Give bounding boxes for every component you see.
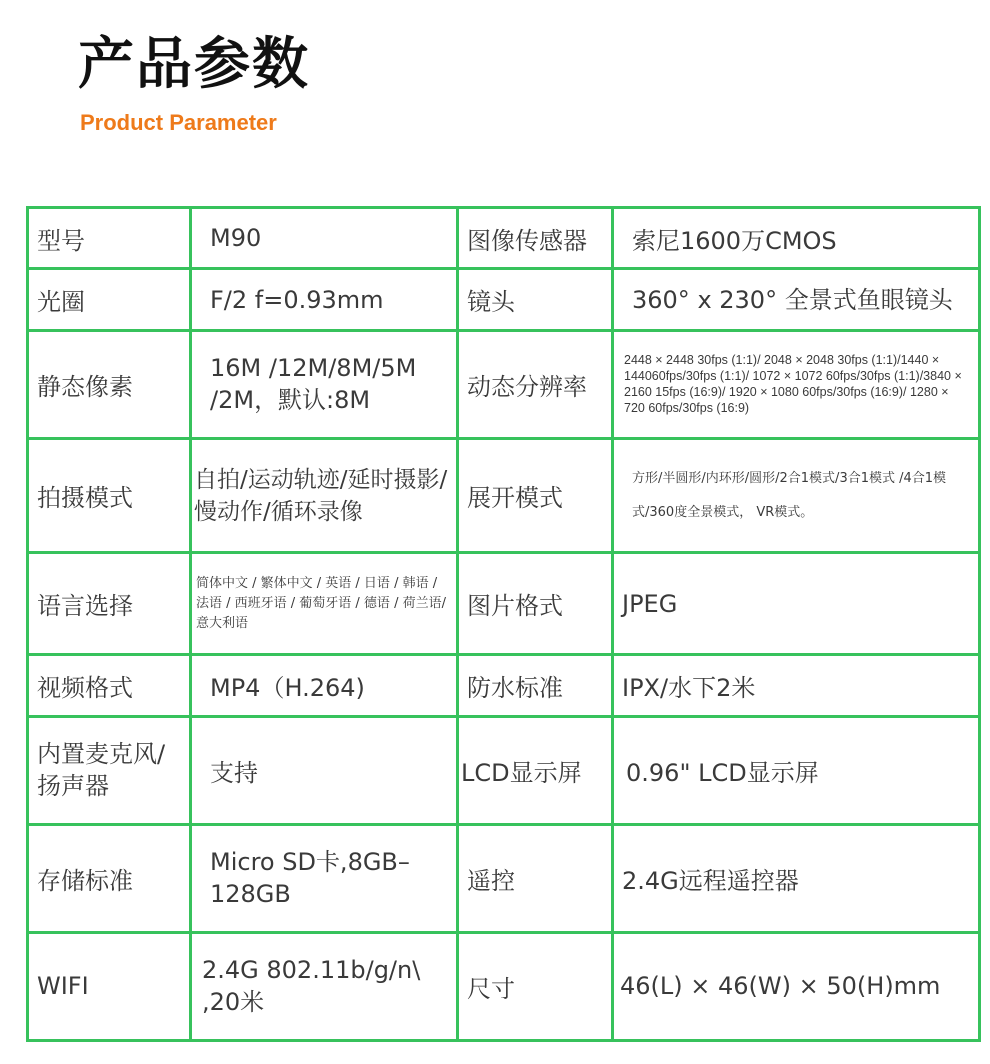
spec-label-photo-resolution: 静态像素 bbox=[28, 330, 191, 438]
spec-label-model: 型号 bbox=[28, 208, 191, 269]
spec-label-image-format: 图片格式 bbox=[458, 553, 613, 655]
spec-label-wifi: WIFI bbox=[28, 932, 191, 1040]
table-row bbox=[28, 716, 980, 824]
spec-value-shooting-mode: 自拍/运动轨迹/延时摄影/慢动作/循环录像 bbox=[191, 438, 458, 553]
spec-value-size: 46(L) × 46(W) × 50(H)mm bbox=[613, 932, 980, 1040]
table-row bbox=[28, 655, 980, 716]
spec-value-image-format: JPEG bbox=[613, 553, 980, 655]
spec-label-unfold-mode: 展开模式 bbox=[458, 438, 613, 553]
spec-value-lens: 360° x 230° 全景式鱼眼镜头 bbox=[613, 269, 980, 330]
spec-label-lcd: LCD显示屏 bbox=[458, 716, 613, 824]
spec-label-shooting-mode: 拍摄模式 bbox=[28, 438, 191, 553]
table-row bbox=[28, 824, 980, 932]
table-row bbox=[28, 932, 980, 1040]
spec-value-language: 简体中文 / 繁体中文 / 英语 / 日语 / 韩语 / 法语 / 西班牙语 / 葡萄牙语 / 德语 / 荷兰语/ 意大利语 bbox=[191, 553, 458, 655]
spec-table bbox=[26, 206, 981, 1042]
spec-value-model: M90 bbox=[191, 208, 458, 269]
spec-value-unfold-mode: 方形/半圆形/内环形/圆形/2合1模式/3合1模式 /4合1模式/360度全景模式， VR模式。 bbox=[613, 438, 980, 553]
spec-label-language: 语言选择 bbox=[28, 553, 191, 655]
spec-label-aperture: 光圈 bbox=[28, 269, 191, 330]
spec-label-video-format: 视频格式 bbox=[28, 655, 191, 716]
table-row bbox=[28, 208, 980, 269]
spec-value-storage: Micro SD卡,8GB–128GB bbox=[191, 824, 458, 932]
page-title: 产品参数 bbox=[78, 32, 310, 97]
spec-value-sensor: 索尼1600万CMOS bbox=[613, 208, 980, 269]
spec-label-mic-speaker: 内置麦克风/扬声器 bbox=[28, 716, 191, 824]
spec-value-video-resolution: 2448 × 2448 30fps (1:1)/ 2048 × 2048 30fps (1:1)/1440 × 144060fps/30fps (1:1)/ 1072 × 1072 60fps/30fps (1:1)/3840 × 2160 15fps (16:9)/ 1920 × 1080 60fps/30fps (16:9)/ 1280 × 720 60fps/30fps (16:9) bbox=[613, 330, 980, 438]
table-row bbox=[28, 438, 980, 553]
page-subtitle: Product Parameter bbox=[80, 110, 277, 135]
spec-value-mic-speaker: 支持 bbox=[191, 716, 458, 824]
spec-label-video-resolution: 动态分辨率 bbox=[458, 330, 613, 438]
spec-label-size: 尺寸 bbox=[458, 932, 613, 1040]
spec-value-video-format: MP4（H.264) bbox=[191, 655, 458, 716]
spec-label-sensor: 图像传感器 bbox=[458, 208, 613, 269]
table-row bbox=[28, 553, 980, 655]
spec-value-lcd: 0.96" LCD显示屏 bbox=[613, 716, 980, 824]
spec-value-remote: 2.4G远程遥控器 bbox=[613, 824, 980, 932]
spec-label-remote: 遥控 bbox=[458, 824, 613, 932]
spec-label-lens: 镜头 bbox=[458, 269, 613, 330]
spec-value-aperture: F/2 f=0.93mm bbox=[191, 269, 458, 330]
spec-value-wifi: 2.4G 802.11b/g/n\ ,20米 bbox=[191, 932, 458, 1040]
spec-value-waterproof: IPX/水下2米 bbox=[613, 655, 980, 716]
spec-value-photo-resolution: 16M /12M/8M/5M /2M，默认:8M bbox=[191, 330, 458, 438]
spec-label-storage: 存储标准 bbox=[28, 824, 191, 932]
spec-label-waterproof: 防水标准 bbox=[458, 655, 613, 716]
table-row bbox=[28, 269, 980, 330]
table-row bbox=[28, 330, 980, 438]
